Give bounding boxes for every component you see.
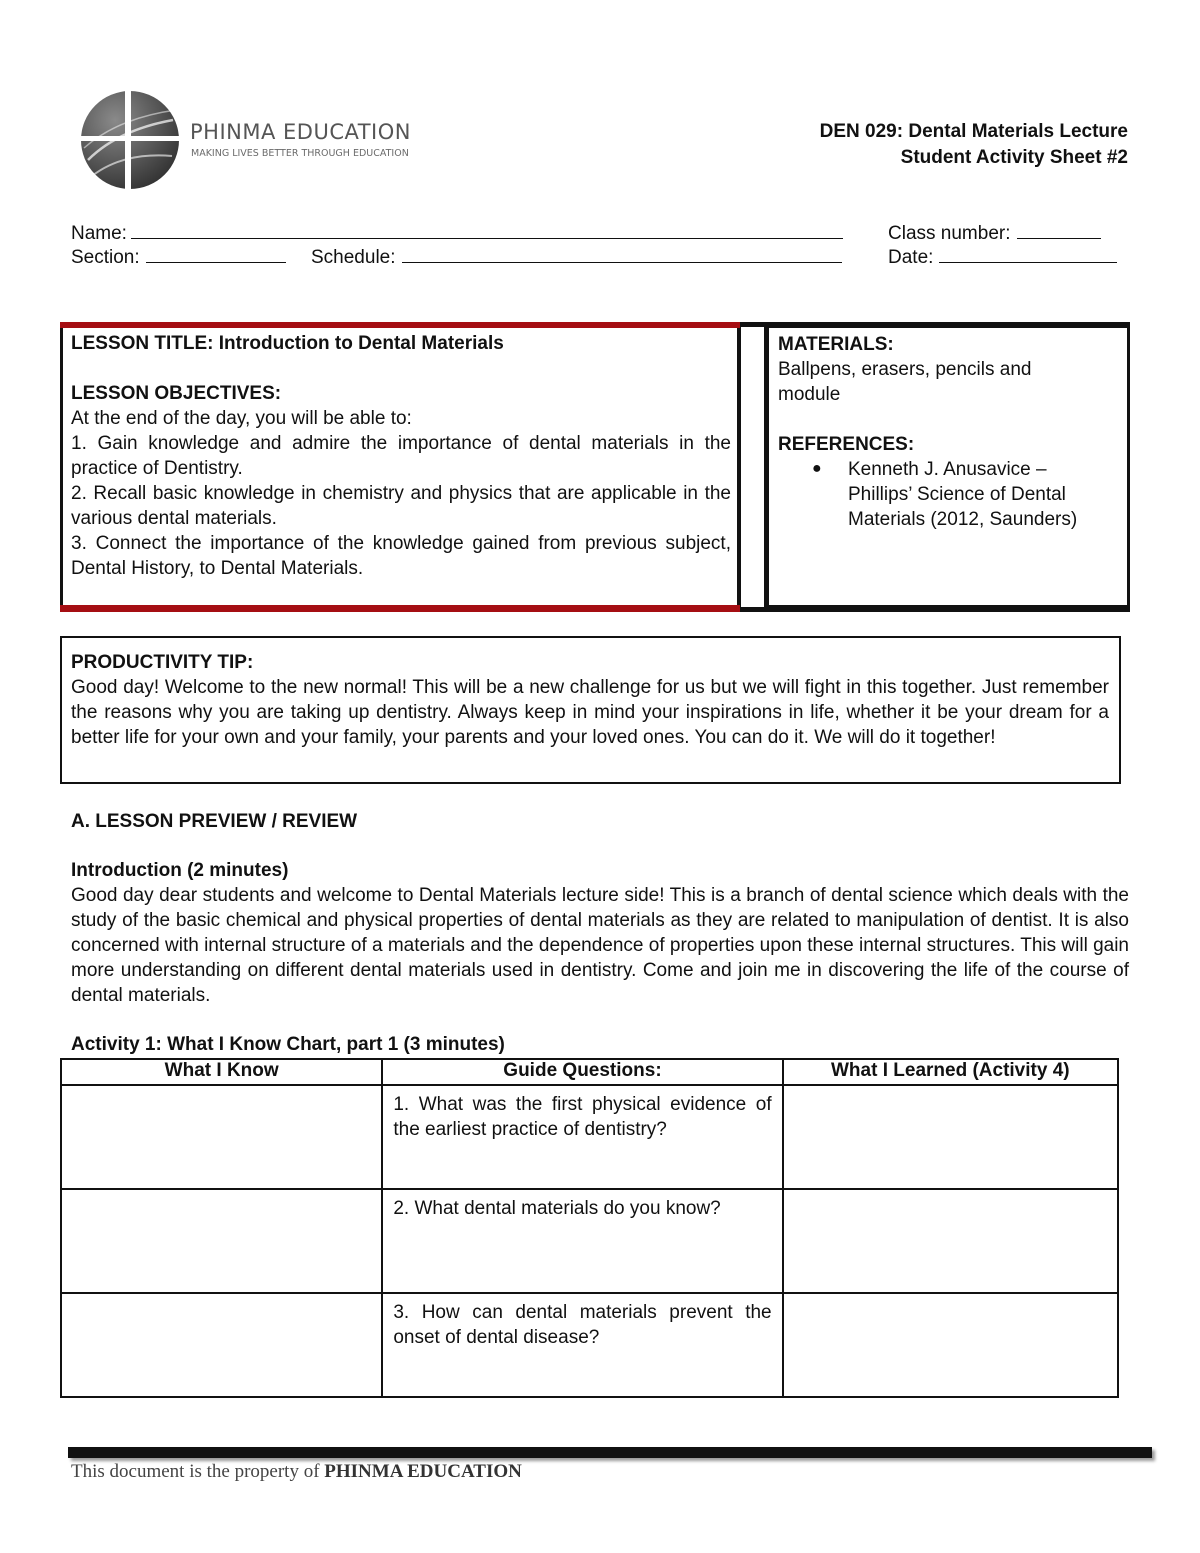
productivity-tip-box (60, 636, 1121, 784)
footer-rule (68, 1447, 1152, 1458)
lesson-box (60, 322, 740, 612)
schedule-field[interactable] (311, 243, 842, 270)
section-field[interactable] (71, 243, 286, 270)
what-i-know-cell[interactable] (61, 1293, 382, 1397)
date-blank[interactable] (939, 243, 1117, 263)
introduction-heading: Introduction (2 minutes) (71, 860, 289, 881)
what-i-know-cell[interactable] (61, 1189, 382, 1293)
reference-item (778, 457, 1088, 532)
lesson-title (71, 331, 731, 356)
what-i-know-cell[interactable] (61, 1085, 382, 1189)
what-i-learned-cell[interactable] (783, 1085, 1118, 1189)
lesson-objectives-intro: At the end of the day, you will be able to: (71, 408, 412, 429)
bullet-icon: ● (812, 460, 822, 477)
section-blank[interactable] (146, 243, 286, 263)
class-number-label: Class number: (888, 223, 1011, 244)
sheet-title: Student Activity Sheet #2 (900, 147, 1128, 168)
what-i-learned-cell[interactable] (783, 1293, 1118, 1397)
materials-heading: MATERIALS: (778, 334, 894, 355)
lesson-box-bottom-bar (60, 605, 740, 612)
table-header-row (61, 1059, 1118, 1085)
what-i-learned-cell[interactable] (783, 1189, 1118, 1293)
logo-brand-text: PHINMA EDUCATION (190, 120, 411, 144)
class-number-blank[interactable] (1017, 219, 1101, 239)
productivity-tip-text: Good day! Welcome to the new normal! This will be a new challenge for us but we will fight in this together. Just remember the reasons why you are taking up dentistry. Always keep in mind your inspirations in life, whether it be your dream for a better life for your own and your family, your parents and your loved ones. You can do it. We will do it together! (71, 677, 1109, 748)
lesson-title-text: Introduction to Dental Materials (218, 333, 504, 354)
document-header (820, 119, 1128, 171)
column-header: What I Know (61, 1059, 382, 1085)
activity1-heading: Activity 1: What I Know Chart, part 1 (3 minutes) (71, 1034, 505, 1055)
column-header: What I Learned (Activity 4) (783, 1059, 1118, 1085)
section-label: Section: (71, 247, 140, 268)
section-a-heading: A. LESSON PREVIEW / REVIEW (71, 811, 358, 832)
materials-box (766, 322, 1130, 612)
table-row (61, 1293, 1118, 1397)
table-row (61, 1189, 1118, 1293)
phinma-logo (78, 90, 418, 190)
lesson-objectives-heading: LESSON OBJECTIVES: (71, 383, 282, 404)
lesson-box-top-bar (60, 322, 740, 328)
footer-prefix: This document is the property of (71, 1461, 320, 1482)
guide-question-cell: 3. How can dental materials prevent the onset of dental disease? (382, 1293, 782, 1397)
date-label: Date: (888, 247, 934, 268)
guide-question-cell: 1. What was the first physical evidence of the earliest practice of dentistry? (382, 1085, 782, 1189)
name-blank[interactable] (131, 219, 843, 239)
course-title: DEN 029: Dental Materials Lecture (819, 121, 1128, 142)
logo-tagline: MAKING LIVES BETTER THROUGH EDUCATION (191, 148, 409, 159)
lesson-title-label: LESSON TITLE: (71, 333, 214, 354)
guide-question-cell: 2. What dental materials do you know? (382, 1189, 782, 1293)
lesson-objective-item: 2. Recall basic knowledge in chemistry and physics that are applicable in the various dental materials. (71, 483, 731, 529)
what-i-know-table (60, 1058, 1119, 1398)
schedule-blank[interactable] (402, 243, 842, 263)
table-row (61, 1085, 1118, 1189)
introduction-text: Good day dear students and welcome to Dental Materials lecture side! This is a branch of dental science which deals with the study of the basic chemical and physical properties of dental materials as they are related to manipulation of dentist. It is also concerned with internal structure of a materials and the dependence of properties upon these internal structures. This will gain more understanding on different dental materials used in dentistry. Come and join me in discovering the life of the course of dental materials. (71, 885, 1129, 1006)
name-field[interactable] (71, 219, 843, 246)
schedule-label: Schedule: (311, 247, 396, 268)
phinma-globe-icon (78, 90, 190, 192)
reference-text: Kenneth J. Anusavice – Phillips’ Science of Dental Materials (2012, Saunders) (848, 459, 1078, 530)
materials-text: Ballpens, erasers, pencils and module (778, 359, 1032, 405)
class-number-field[interactable] (888, 219, 1101, 246)
lesson-objective-item: 3. Connect the importance of the knowledge gained from previous subject, Dental History, to Dental Materials. (71, 533, 731, 579)
introduction-section (71, 858, 1129, 1008)
footer-owner: PHINMA EDUCATION (324, 1461, 522, 1482)
productivity-tip-heading: PRODUCTIVITY TIP: (71, 652, 254, 673)
box-separator (740, 322, 766, 612)
references-heading: REFERENCES: (778, 434, 915, 455)
name-label: Name: (71, 223, 127, 244)
date-field[interactable] (888, 243, 1117, 270)
lesson-objective-item: 1. Gain knowledge and admire the importance of dental materials in the practice of Dentistry. (71, 433, 731, 479)
column-header: Guide Questions: (382, 1059, 782, 1085)
footer-text (71, 1461, 522, 1483)
